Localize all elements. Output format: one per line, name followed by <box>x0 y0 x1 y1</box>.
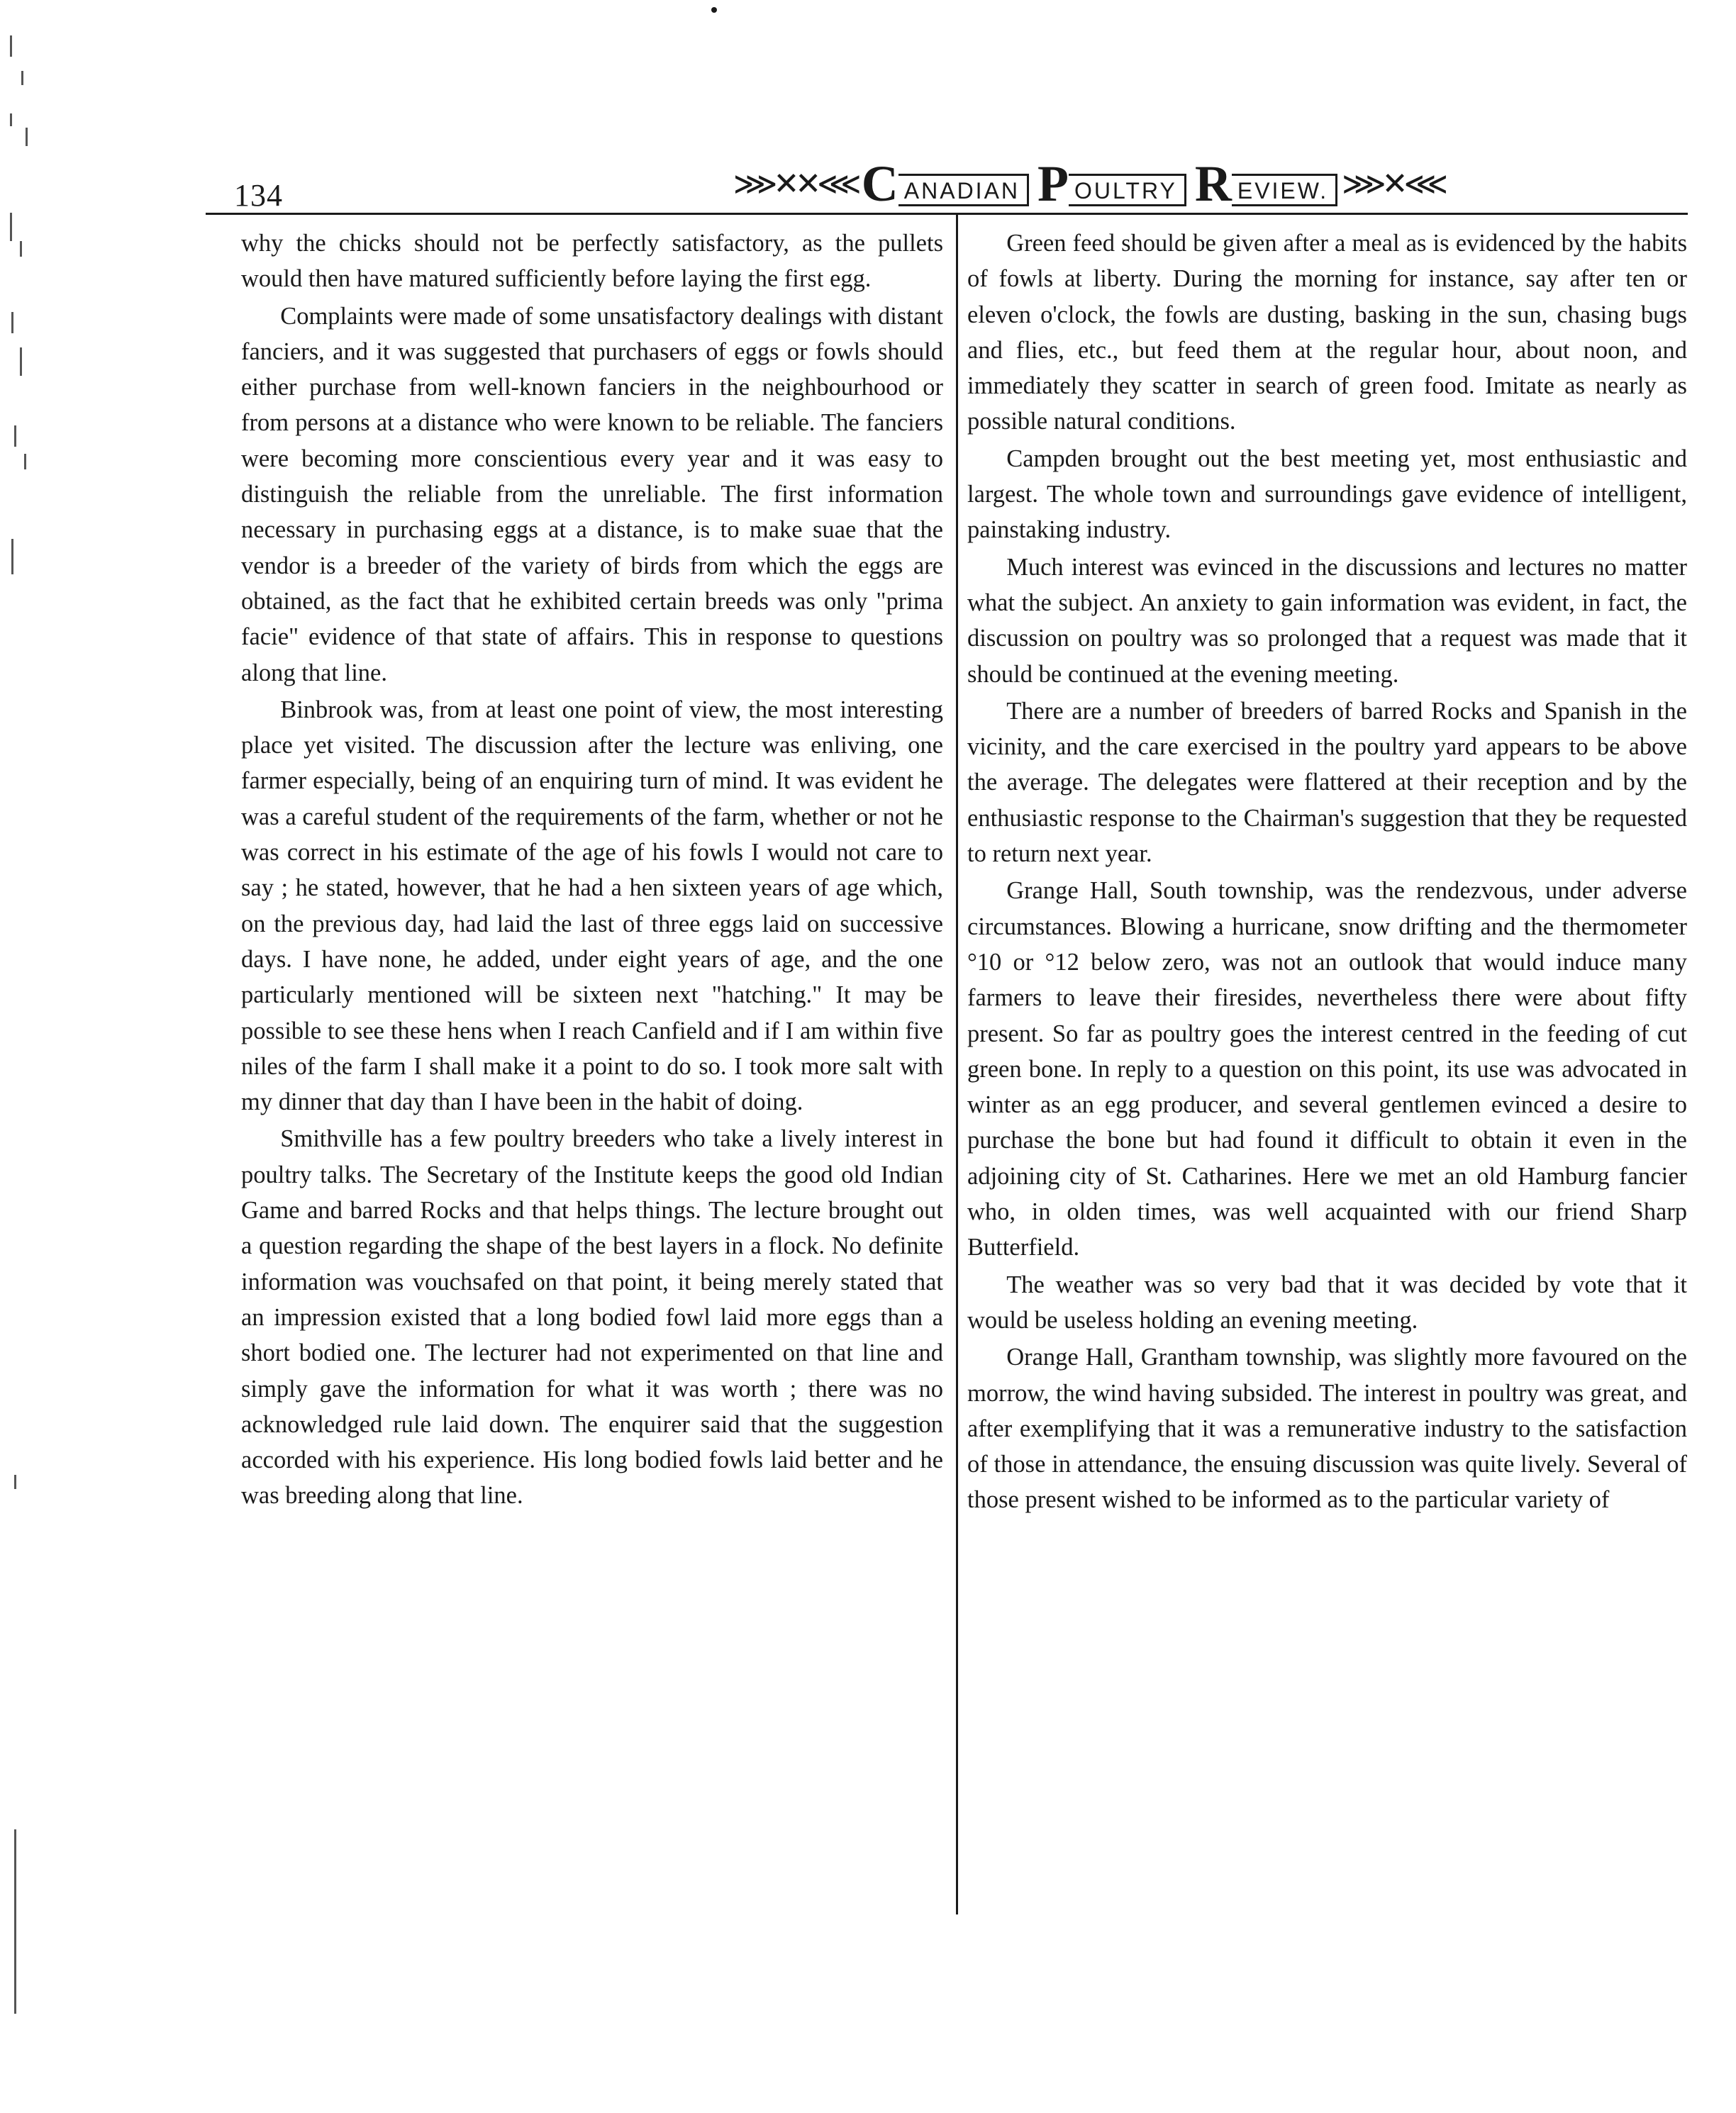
paragraph: There are a number of breeders of barred Rocks and Spanish in the vicinity, and the care exercised in the poultry yard appears to be above the average. The delegates were flattered at their reception and by the enthusiastic response to the Chairman's suggestion that they be requested to return next year. <box>967 697 1687 868</box>
masthead-word-review: R EVIEW. <box>1195 161 1337 207</box>
scan-margin-marks <box>4 28 54 2085</box>
masthead-word-poultry: P OULTRY <box>1037 161 1186 207</box>
stray-dot-mark <box>711 7 717 13</box>
paragraph: Smithville has a few poultry breeders who take a lively interest in poultry talks. The Secretary of the Institute keeps the good old Indian Game and barred Rocks and that helps things. The lecture brought out a question regarding the shape of the best layers in a flock. No definite information was vouchsafed on that point, it being merely stated that an impression existed that a long bodied fowl laid more eggs than a short bodied one. The lecturer had not experimented on that line and simply gave the information for what it was worth ; there was no acknowledged rule laid down. The enquirer said that the suggestion accorded with his experience. His long bodied fowls laid better and he was breeding along that line. <box>241 1125 943 1510</box>
column-divider <box>956 213 958 1914</box>
page-header <box>206 155 1688 218</box>
ornament-left: ⋙✕✕⋘ <box>733 166 857 201</box>
paragraph: Campden brought out the best meeting yet, most enthusiastic and largest. The whole town and surroundings gave evidence of intelligent, painstaking industry. <box>967 445 1687 544</box>
header-rule <box>206 213 1688 215</box>
paragraph: The weather was so very bad that it was decided by vote that it would be useless holding an evening meeting. <box>967 1271 1687 1334</box>
masthead <box>695 155 1482 212</box>
left-column <box>241 225 943 1514</box>
paragraph: Green feed should be given after a meal as is evidenced by the habits of fowls at liberty. During the morning for instance, say after ten or eleven o'clock, the fowls are dusting, basking in the sun, chasing bugs and flies, etc., but feed them at the regular hour, about noon, and immediately they scatter in search of green food. Imitate as nearly as possible natural conditions. <box>967 230 1687 435</box>
paragraph: Orange Hall, Grantham township, was slightly more favoured on the morrow, the wind having subsided. The interest in poultry was great, and after exemplifying that it was a remunerative industry to the satisfaction of those in attendance, the ensuing discussion was quite lively. Several of those present wished to be informed as to the particular variety of <box>967 1344 1687 1514</box>
paragraph: Much interest was evinced in the discussions and lectures no matter what the subject. An anxiety to gain information was evident, in fact, the discussion on poultry was so prolonged that a request was made that it should be continued at the evening meeting. <box>967 553 1687 688</box>
paragraph: Binbrook was, from at least one point of view, the most interesting place yet visited. The discussion after the lecture was enliving, one farmer especially, being of an enquiring turn of mind. It was evident he was a careful student of the requirements of the farm, whether or not he was correct in his estimate of the age of his fowls I would not care to say ; he stated, however, that he had a hen sixteen years of age which, on the previous day, had laid the last of three eggs laid on successive days. I have none, he added, under eight years of age, and the one particularly mentioned will be sixteen next "hatching." It may be possible to see these hens when I reach Canfield and if I am within five niles of the farm I shall make it a point to do so. I took more salt with my dinner that day than I have been in the habit of doing. <box>241 696 943 1116</box>
ornament-right: ⋙✕⋘ <box>1342 166 1445 201</box>
paragraph: why the chicks should not be perfectly satisfactory, as the pullets would then have matured sufficiently before laying the first egg. <box>241 230 943 293</box>
paragraph: Complaints were made of some unsatisfactory dealings with distant fanciers, and it was suggested that purchasers of eggs or fowls should either purchase from well-known fanciers in the neighbourhood or from persons at a distance who were known to be reliable. The fanciers were becoming more conscientious every year and it was easy to distinguish the reliable from the unreliable. The first information necessary in purchasing eggs at a distance, is to make suae that the vendor is a breeder of the variety of birds from which the eggs are obtained, as the fact that he exhibited certain breeds was only "prima facie" evidence of that state of affairs. This in response to questions along that line. <box>241 302 943 686</box>
page-number: 134 <box>234 178 283 213</box>
paragraph: Grange Hall, South township, was the rendezvous, under adverse circumstances. Blowing a hurricane, snow drifting and the thermometer °10 or °12 below zero, was not an outlook that would induce many farmers to leave their firesides, nevertheless there were about fifty present. So far as poultry goes the interest centred in the feeding of cut green bone. In reply to a question on this point, its use was advocated in winter as an egg producer, and several gentlemen evinced a desire to purchase the bone but had found it difficult to obtain it even in the adjoining city of St. Catharines. Here we met an old Hamburg fancier who, in olden times, was well acquainted with our friend Sharp Butterfield. <box>967 877 1687 1261</box>
right-column <box>967 225 1687 1518</box>
masthead-word-canadian: C ANADIAN <box>862 161 1029 207</box>
